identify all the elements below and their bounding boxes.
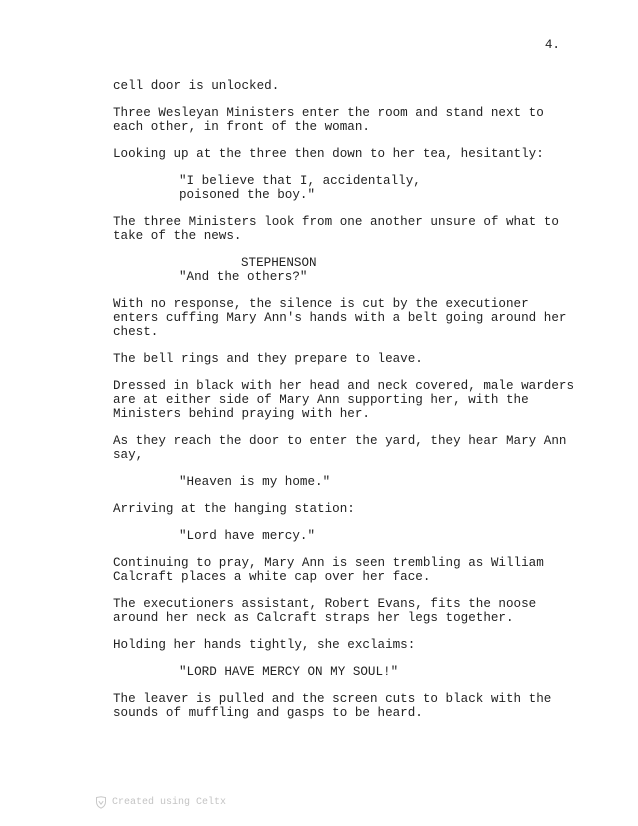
action-line: cell door is unlocked. <box>113 79 280 93</box>
action-line: As they reach the door to enter the yard, they hear Mary Ann say, <box>113 434 567 462</box>
action-line: With no response, the silence is cut by the executioner enters cuffing Mary Ann's hands with a belt going around her chest. <box>113 297 567 339</box>
action-line: Three Wesleyan Ministers enter the room and stand next to each other, in front of the woman. <box>113 106 544 134</box>
dialogue-line: "Lord have mercy." <box>179 529 316 543</box>
action-line: The three Ministers look from one another unsure of what to take of the news. <box>113 215 559 243</box>
action-line: Holding her hands tightly, she exclaims: <box>113 638 416 652</box>
action-line: Continuing to pray, Mary Ann is seen trembling as William Calcraft places a white cap over her face. <box>113 556 544 584</box>
dialogue-line: "And the others?" <box>179 270 308 284</box>
action-line: The leaver is pulled and the screen cuts to black with the sounds of muffling and gasps to be heard. <box>113 692 552 720</box>
footer-text: Created using Celtx <box>112 796 227 808</box>
action-line: Looking up at the three then down to her tea, hesitantly: <box>113 147 544 161</box>
screenplay-body <box>113 79 583 733</box>
action-line: The bell rings and they prepare to leave. <box>113 352 423 366</box>
action-line: The executioners assistant, Robert Evans, fits the noose around her neck as Calcraft straps her legs together. <box>113 597 537 625</box>
celtx-footer <box>95 796 226 809</box>
character-name: STEPHENSON <box>241 256 317 270</box>
action-line: Dressed in black with her head and neck covered, male warders are at either side of Mary Ann supporting her, with the Ministers behind praying with her. <box>113 379 575 421</box>
action-line: Arriving at the hanging station: <box>113 502 355 516</box>
dialogue-line: "LORD HAVE MERCY ON MY SOUL!" <box>179 665 399 679</box>
page-number: 4. <box>544 38 560 52</box>
dialogue-line: "Heaven is my home." <box>179 475 331 489</box>
celtx-logo-icon <box>95 796 107 809</box>
dialogue-line: "I believe that I, accidentally, poisoned the boy." <box>179 174 421 202</box>
